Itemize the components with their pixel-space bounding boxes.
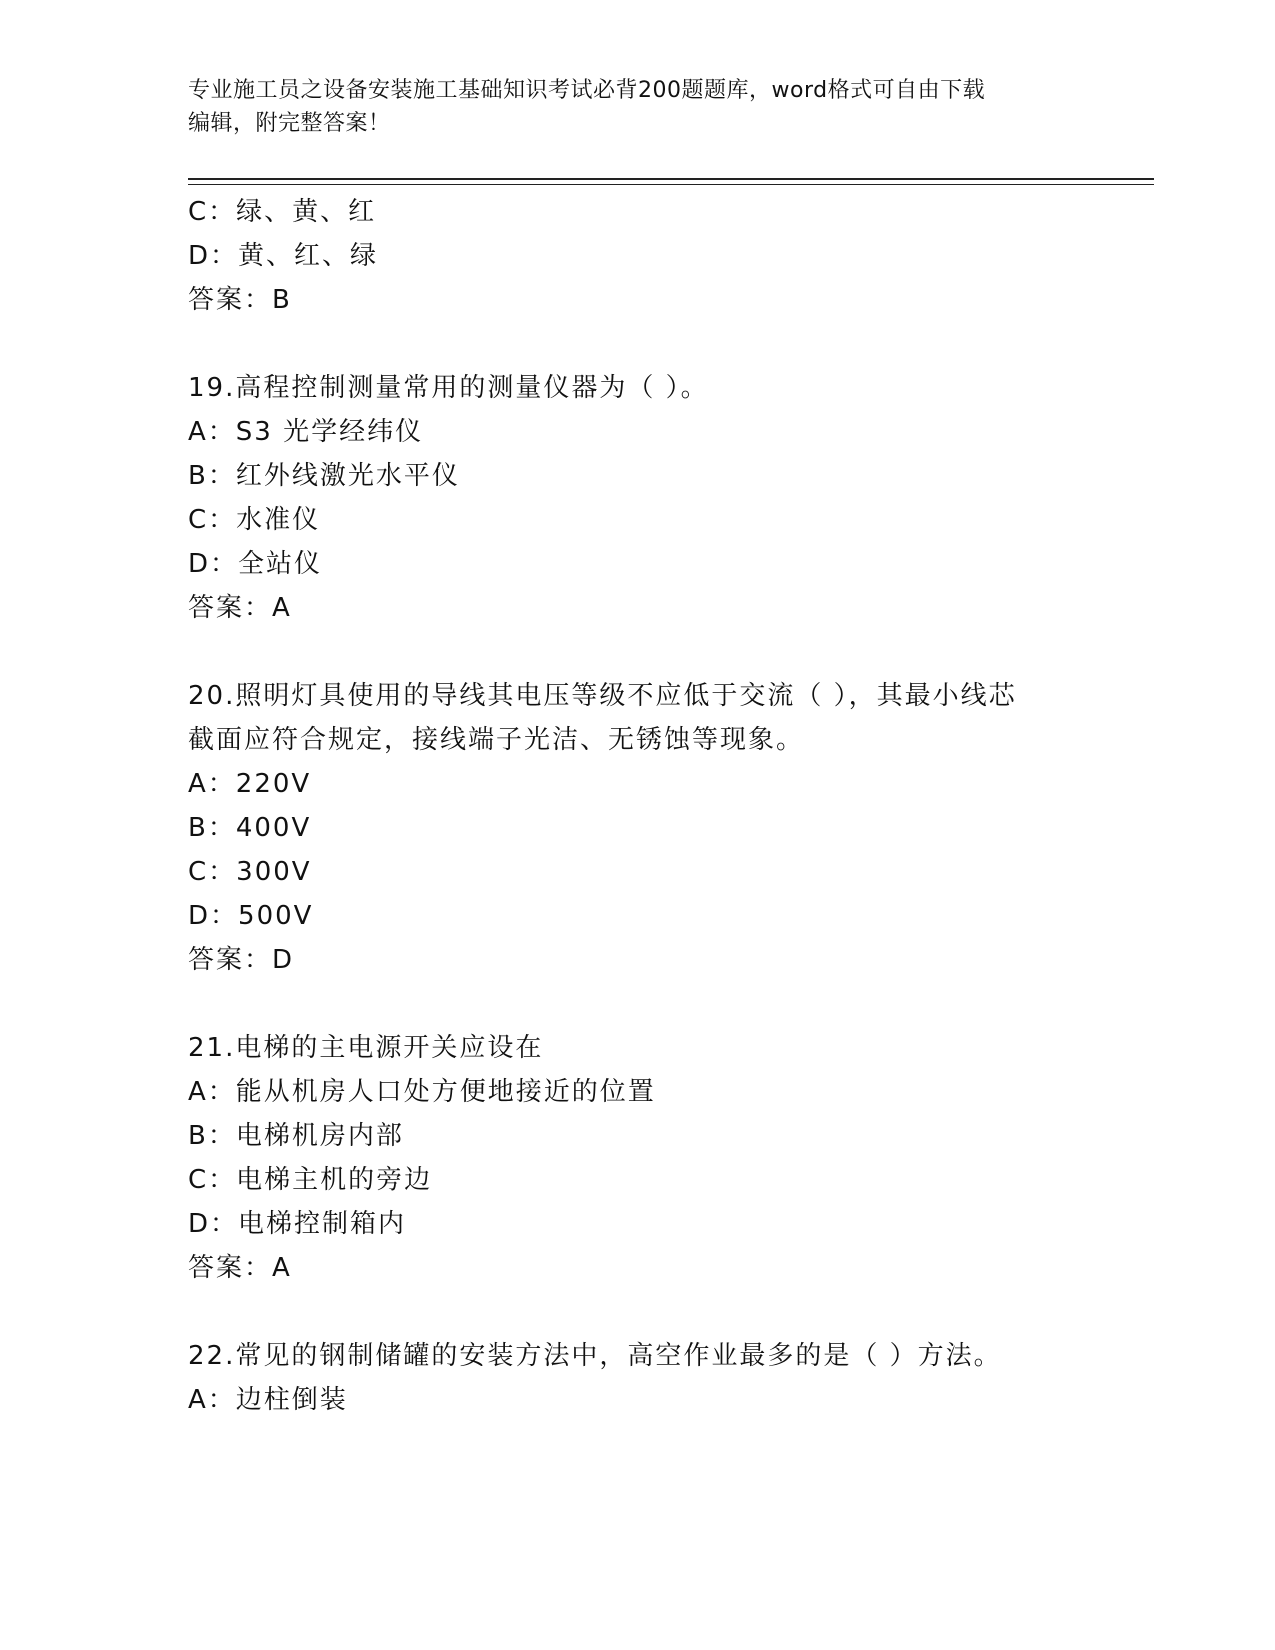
header-divider [188,178,1154,180]
option-a: A：边柱倒装 [188,1385,348,1415]
answer: 答案：A [188,1253,292,1283]
option-c: C：300V [188,857,312,887]
question-19: 19.高程控制测量常用的测量仪器为（ ）。 [188,373,709,403]
answer: 答案：D [188,945,295,975]
header-line-2: 编辑，附完整答案！ [188,111,391,136]
question-22: 22.常见的钢制储罐的安装方法中，高空作业最多的是（ ）方法。 [188,1341,1002,1371]
answer: 答案：A [188,593,292,623]
option-d: D：全站仪 [188,549,323,579]
option-c: C：电梯主机的旁边 [188,1165,433,1195]
option-b: B：400V [188,813,312,843]
option-b: B：电梯机房内部 [188,1121,404,1151]
option-a: A：能从机房人口处方便地接近的位置 [188,1077,656,1107]
header-divider-thin [188,184,1154,185]
option-b: B：红外线激光水平仪 [188,461,460,491]
option-d: D：黄、红、绿 [188,241,379,271]
option-c: C：水准仪 [188,505,321,535]
option-d: D：500V [188,901,314,931]
page-header [188,74,1068,140]
question-21: 21.电梯的主电源开关应设在 [188,1033,544,1063]
question-20-line-1: 20.照明灯具使用的导线其电压等级不应低于交流（ ），其最小线芯 [188,681,1017,711]
question-20-line-2: 截面应符合规定，接线端子光洁、无锈蚀等现象。 [188,725,805,755]
option-d: D：电梯控制箱内 [188,1209,407,1239]
option-c: C：绿、黄、红 [188,197,377,227]
option-a: A：220V [188,769,312,799]
header-line-1: 专业施工员之设备安装施工基础知识考试必背200题题库，word格式可自由下载 [188,78,986,103]
answer: 答案：B [188,285,292,315]
option-a: A：S3 光学经纬仪 [188,417,424,447]
